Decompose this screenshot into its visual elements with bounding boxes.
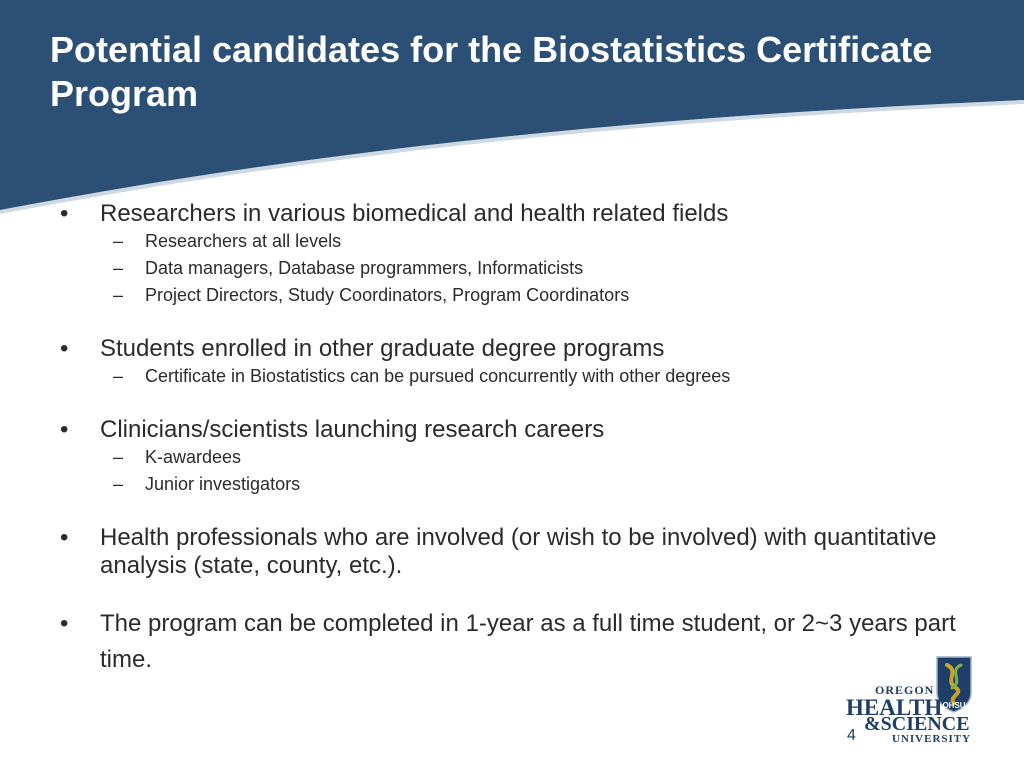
bullet-text: The program can be completed in 1-year as a full time student, or 2~3 years part time. <box>100 610 956 673</box>
logo-line-health: HEALTH <box>846 695 943 720</box>
slide-content <box>60 200 980 678</box>
sub-bullet-item <box>60 282 980 309</box>
sub-bullet-text: Data managers, Database programmers, Informaticists <box>145 258 584 278</box>
sub-bullet-marker: – <box>113 447 124 467</box>
bullet-marker: • <box>60 610 69 637</box>
logo-line-science: &SCIENCE <box>864 713 970 735</box>
logo-line-university: UNIVERSITY <box>892 733 972 745</box>
sub-bullet-item <box>60 363 980 390</box>
sub-bullet-marker: – <box>113 231 124 251</box>
sub-bullet-text: Certificate in Biostatistics can be pursued concurrently with other degrees <box>145 366 731 386</box>
sub-bullet-marker: – <box>113 285 124 305</box>
sub-bullet-marker: – <box>113 474 124 494</box>
bullet-marker: • <box>60 524 69 551</box>
sub-bullet-marker: – <box>113 366 124 386</box>
bullet-text: Clinicians/scientists launching research careers <box>100 416 605 443</box>
sub-bullet-marker: – <box>113 258 124 278</box>
sub-bullet-text: Project Directors, Study Coordinators, Program Coordinators <box>145 285 630 305</box>
sub-bullet-item <box>60 228 980 255</box>
bullet-marker: • <box>60 200 69 227</box>
bullet-marker: • <box>60 335 69 362</box>
bullet-item <box>60 524 980 580</box>
bullet-text: Health professionals who are involved (or wish to be involved) with quantitative analysis (state, county, etc.). <box>100 524 937 579</box>
sub-bullet-item <box>60 444 980 471</box>
sub-bullet-item <box>60 471 980 498</box>
sub-bullet-text: Junior investigators <box>145 474 301 494</box>
bullet-text: Students enrolled in other graduate degree programs <box>100 335 665 362</box>
bullet-item <box>60 416 980 444</box>
logo-line-oregon: OREGON <box>875 683 935 697</box>
ohsu-logo <box>842 655 982 750</box>
slide-title: Potential candidates for the Biostatistics Certificate Program <box>50 29 933 114</box>
bullet-marker: • <box>60 416 69 443</box>
sub-bullet-item <box>60 255 980 282</box>
ohsu-badge-text: OHSU <box>942 701 966 710</box>
bullet-item <box>60 200 980 228</box>
sub-bullet-text: K-awardees <box>145 447 242 467</box>
sub-bullet-text: Researchers at all levels <box>145 231 342 251</box>
bullet-text: Researchers in various biomedical and health related fields <box>100 200 729 227</box>
page-number: 4 <box>847 727 856 744</box>
bullet-item <box>60 335 980 363</box>
